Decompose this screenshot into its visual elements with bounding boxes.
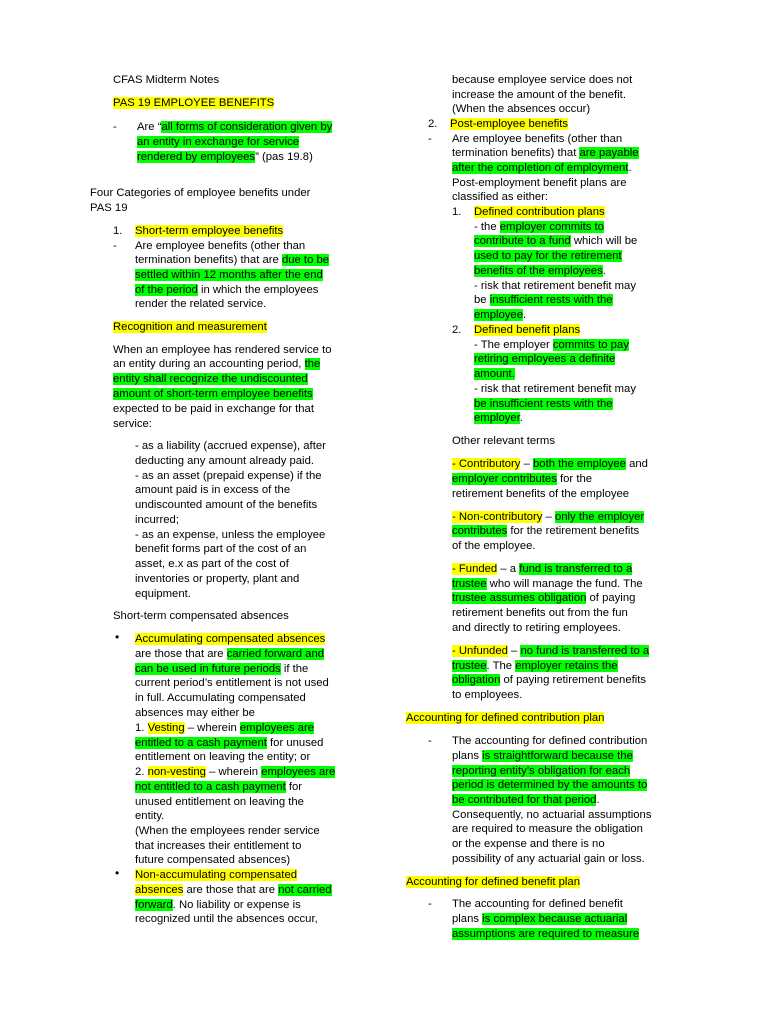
text-line: Are “all forms of consideration given by	[137, 121, 333, 133]
text-line: amount.	[474, 368, 515, 380]
section-heading: Short-term compensated absences	[113, 610, 289, 622]
text-line: entitled to a cash payment for unused	[135, 737, 324, 749]
text-line: render the related service.	[135, 298, 267, 310]
bullet-dot: •	[115, 630, 120, 644]
text-line: increase the amount of the benefit.	[452, 89, 626, 101]
text-line: benefit forms part of the cost of an	[135, 543, 307, 555]
text-line: Are employee benefits (other than	[452, 133, 623, 145]
text-line: employer contributes for the	[452, 473, 593, 485]
text-line: trustee who will manage the fund. The	[452, 578, 643, 590]
text-line: absences may either be	[135, 707, 255, 719]
list-heading: 2. Post-employee benefits	[428, 118, 569, 130]
text-line: termination benefits) that are due to be	[135, 254, 330, 266]
text-line: Non-accumulating compensated	[135, 869, 298, 881]
text-line: service:	[113, 418, 152, 430]
text-line: to employees.	[452, 689, 523, 701]
text-line: contribute to a fund which will be	[474, 235, 638, 247]
text-line: Are employee benefits (other than	[135, 240, 306, 252]
text-line: - as a liability (accrued expense), after	[135, 440, 326, 452]
section-heading: Accounting for defined contribution plan	[406, 712, 605, 724]
text-line: are those that are carried forward and	[135, 648, 325, 660]
text-line: inventories or property, plant and	[135, 573, 300, 585]
text-line: be insufficient rests with the	[474, 294, 613, 306]
text-line: because employee service does not	[452, 74, 633, 86]
list-heading: 1. Defined contribution plans	[452, 206, 605, 218]
text-line: PAS 19	[90, 202, 128, 214]
text-line: period is determined by the amounts to	[452, 779, 648, 791]
text-line: retirement benefits of the employee	[452, 488, 630, 500]
text-line: of the period in which the employees	[135, 284, 319, 296]
text-line: and directly to retiring employees.	[452, 622, 621, 634]
text-line: The accounting for defined benefit	[452, 898, 623, 910]
text-line: plans is straightforward because the	[452, 750, 633, 762]
text-line: used to pay for the retirement	[474, 250, 622, 262]
text-line: employee.	[474, 309, 527, 321]
text-line: - the employer commits to	[474, 221, 604, 233]
text-line: asset, e.x as part of the cost of	[135, 558, 289, 570]
bullet-dash: -	[428, 735, 432, 747]
text-line: deducting any amount already paid.	[135, 455, 314, 467]
text-line: absences are those that are not carried	[135, 884, 332, 896]
text-line: plans is complex because actuarial	[452, 913, 628, 925]
text-line: - The employer commits to pay	[474, 339, 629, 351]
bullet-dash: -	[428, 133, 432, 145]
text-line: reporting entity’s obligation for each	[452, 765, 631, 777]
text-line: When an employee has rendered service to	[113, 344, 332, 356]
text-line: Accumulating compensated absences	[135, 633, 326, 645]
text-line: be contributed for that period.	[452, 794, 600, 806]
text-line: - Unfunded – no fund is transferred to a	[452, 645, 650, 657]
section-heading: Other relevant terms	[452, 435, 555, 447]
text-line: amount paid is in excess of the	[135, 484, 291, 496]
text-line: termination benefits) that are payable	[452, 147, 639, 159]
doc-title: CFAS Midterm Notes	[113, 74, 220, 86]
text-line: entitlement on leaving the entity; or	[135, 751, 311, 763]
text-line: an entity during an accounting period, the	[113, 358, 321, 370]
text-line: assumptions are required to measure	[452, 928, 640, 940]
text-line: recognized until the absences occur,	[135, 913, 318, 925]
text-line: benefits of the employees.	[474, 265, 606, 277]
text-line: employer.	[474, 412, 523, 424]
section-heading: PAS 19 EMPLOYEE BENEFITS	[113, 97, 275, 109]
text-line: expected to be paid in exchange for that	[113, 403, 314, 415]
bullet-dot: •	[115, 866, 120, 880]
text-line: that increases their entitlement to	[135, 840, 302, 852]
text-line: - risk that retirement benefit may	[474, 280, 636, 292]
list-heading: 1. Short-term employee benefits	[113, 225, 284, 237]
text-line: contributes for the retirement benefits	[452, 525, 640, 537]
text-line: future compensated absences)	[135, 854, 291, 866]
text-line: retiring employees a definite	[474, 353, 616, 365]
text-line: - risk that retirement benefit may	[474, 383, 636, 395]
text-line: forward. No liability or expense is	[135, 899, 301, 911]
text-line: - as an expense, unless the employee	[135, 529, 326, 541]
bullet-dash: -	[113, 240, 117, 252]
text-line: retirement benefits out from the fun	[452, 607, 628, 619]
text-line: (When the absences occur)	[452, 103, 591, 115]
text-line: entity.	[135, 810, 165, 822]
text-line: or the expense and there is no	[452, 838, 605, 850]
text-line: equipment.	[135, 588, 191, 600]
text-line: be insufficient rests with the	[474, 398, 613, 410]
text-line: obligation of paying retirement benefits	[452, 674, 647, 686]
list-heading: 2. Defined benefit plans	[452, 324, 581, 336]
text-line: incurred;	[135, 514, 179, 526]
text-line: possibility of any actuarial gain or loss.	[452, 853, 645, 865]
section-heading: Recognition and measurement	[113, 321, 267, 333]
bullet-dash: -	[428, 898, 432, 910]
text-line: can be used in future periods if the	[135, 663, 309, 675]
text-line: The accounting for defined contribution	[452, 735, 648, 747]
text-line: (When the employees render service	[135, 825, 320, 837]
text-line: in full. Accumulating compensated	[135, 692, 306, 704]
text-line: of the employee.	[452, 540, 536, 552]
text-line: 1. Vesting – wherein employees are	[135, 722, 314, 734]
text-line: current period’s entitlement is not used	[135, 677, 329, 689]
section-heading: Accounting for defined benefit plan	[406, 876, 580, 888]
text-line: rendered by employees” (pas 19.8)	[137, 151, 313, 163]
text-line: are required to measure the obligation	[452, 823, 643, 835]
text-line: entity shall recognize the undiscounted	[113, 373, 308, 385]
text-line: unused entitlement on leaving the	[135, 796, 304, 808]
text-line: an entity in exchange for service	[137, 136, 300, 148]
text-line: - as an asset (prepaid expense) if the	[135, 470, 322, 482]
text-line: Consequently, no actuarial assumptions	[452, 809, 652, 821]
text-line: classified as either:	[452, 191, 549, 203]
text-line: trustee assumes obligation of paying	[452, 592, 636, 604]
text-line: 2. non-vesting – wherein employees are	[135, 766, 336, 778]
text-line: settled within 12 months after the end	[135, 269, 323, 281]
text-line: trustee. The employer retains the	[452, 660, 618, 672]
bullet-dash: -	[113, 121, 117, 133]
text-line: Four Categories of employee benefits under	[90, 187, 311, 199]
text-line: - Contributory – both the employee and	[452, 458, 648, 470]
text-line: - Funded – a fund is transferred to a	[452, 563, 633, 575]
text-line: undiscounted amount of the benefits	[135, 499, 318, 511]
text-line: after the completion of employment.	[452, 162, 632, 174]
text-line: not entitled to a cash payment for	[135, 781, 303, 793]
text-line: amount of short-term employee benefits	[113, 388, 313, 400]
text-line: Post-employment benefit plans are	[452, 177, 627, 189]
text-line: - Non-contributory – only the employer	[452, 511, 645, 523]
